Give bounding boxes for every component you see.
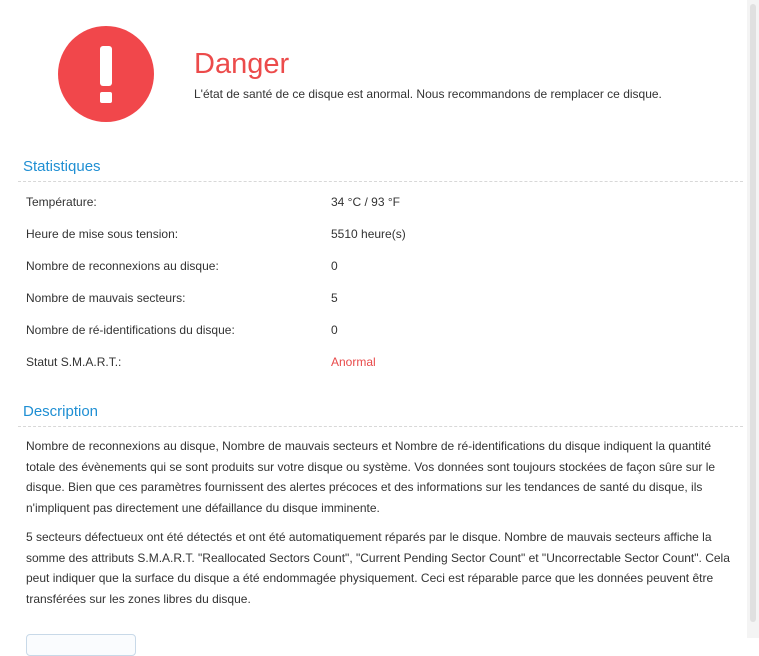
stat-row-power-on-hours xyxy=(26,224,726,244)
description-paragraph: 5 secteurs défectueux ont été détectés et ont été automatiquement réparés par le disque. Nombre de mauvais secteurs affiche la somme des attributs S.M.A.R.T. "Reallocated Sectors Count", "Current Pending Sector Count" et "Uncorrectable Sector Count". Cela peut indiquer que la surface du disque a été endommagée physiquement. Ceci est réparable parce que les données peuvent être transférées sur les zones libres du disque. xyxy=(26,530,730,606)
scrollbar-thumb[interactable] xyxy=(750,4,756,622)
statistics-section-title: Statistiques xyxy=(23,158,101,175)
exclamation-icon xyxy=(58,26,154,122)
status-message: L'état de santé de ce disque est anormal. Nous recommandons de remplacer ce disque. xyxy=(194,87,662,101)
stat-label: Nombre de ré-identifications du disque: xyxy=(26,323,235,337)
stat-row-temperature xyxy=(26,192,726,212)
stat-row-reidentifications xyxy=(26,320,726,340)
stat-label: Nombre de reconnexions au disque: xyxy=(26,259,219,273)
stat-label: Température: xyxy=(26,195,97,209)
action-button[interactable] xyxy=(26,634,136,656)
stat-label: Heure de mise sous tension: xyxy=(26,227,179,241)
status-title: Danger xyxy=(194,48,290,80)
stat-value: 5 xyxy=(331,291,338,305)
description-section-title: Description xyxy=(23,403,99,420)
vertical-scrollbar[interactable] xyxy=(747,0,759,638)
stat-value: 34 °C / 93 °F xyxy=(331,195,400,209)
stat-value: 0 xyxy=(331,323,338,337)
statistics-divider xyxy=(18,181,743,182)
stat-label: Statut S.M.A.R.T.: xyxy=(26,355,122,369)
status-header xyxy=(0,0,745,150)
description-divider xyxy=(18,426,743,427)
stat-row-bad-sectors xyxy=(26,288,726,308)
description-paragraph: Nombre de reconnexions au disque, Nombre de mauvais secteurs et Nombre de ré-identifications du disque indiquent la quantité totale des évènements qui se sont produits sur votre disque ou système. Vos données sont toujours stockées de façon sûre sur le disque. Bien que ces paramètres fournissent des alertes précoces et des informations sur les tendances de santé du disque, ils n'impliquent pas directement une défaillance du disque imminente. xyxy=(26,439,716,515)
stat-row-reconnections xyxy=(26,256,726,276)
stat-label: Nombre de mauvais secteurs: xyxy=(26,291,186,305)
smart-status-badge: Anormal xyxy=(331,355,376,369)
stat-value: 0 xyxy=(331,259,338,273)
stat-row-smart-status xyxy=(26,352,726,372)
stat-value: 5510 heure(s) xyxy=(331,227,406,241)
